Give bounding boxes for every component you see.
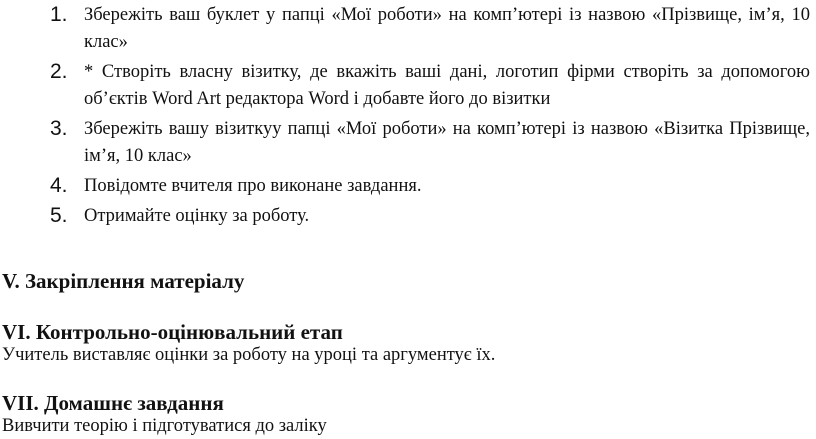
list-item-number: 4. <box>50 174 68 197</box>
list-item-number: 1. <box>50 3 68 26</box>
list-item <box>0 59 816 113</box>
list-item-text: Повідомте вчителя про виконане завдання. <box>84 176 422 196</box>
consolidation-heading: V. Закріплення матеріалу <box>2 269 245 293</box>
list-item-text: Збережіть ваш буклет у папці «Мої роботи» на комп’ютері із назвою «Прізвище, ім’я, 10 клас» <box>84 5 810 52</box>
list-item-number: 5. <box>50 204 68 227</box>
list-item <box>0 173 816 200</box>
assessment-heading: VI. Контрольно-оцінювальний етап <box>2 320 343 344</box>
list-item-text: * Створіть власну візитку, де вкажіть ваші дані, логотип фірми створіть за допомогою об’єктів Word Art редактора Word і добавте його до візитки <box>84 62 810 109</box>
steps-list <box>0 2 816 230</box>
list-item-text: Отримайте оцінку за роботу. <box>84 206 310 226</box>
homework-text: Вивчити теорію і підготуватися до заліку <box>2 416 327 436</box>
list-item-number: 2. <box>50 60 68 83</box>
list-item <box>0 2 816 56</box>
list-item-text: Збережіть вашу візиткуу папці «Мої роботи» на комп’ютері із назвою «Візитка Прізвище, ім’я, 10 клас» <box>84 119 810 166</box>
list-item <box>0 203 816 230</box>
list-item-number: 3. <box>50 117 68 140</box>
list-item <box>0 116 816 170</box>
assessment-text: Учитель виставляє оцінки за роботу на уроці та аргументує їх. <box>2 345 496 365</box>
homework-heading: VII. Домашнє завдання <box>2 391 224 415</box>
